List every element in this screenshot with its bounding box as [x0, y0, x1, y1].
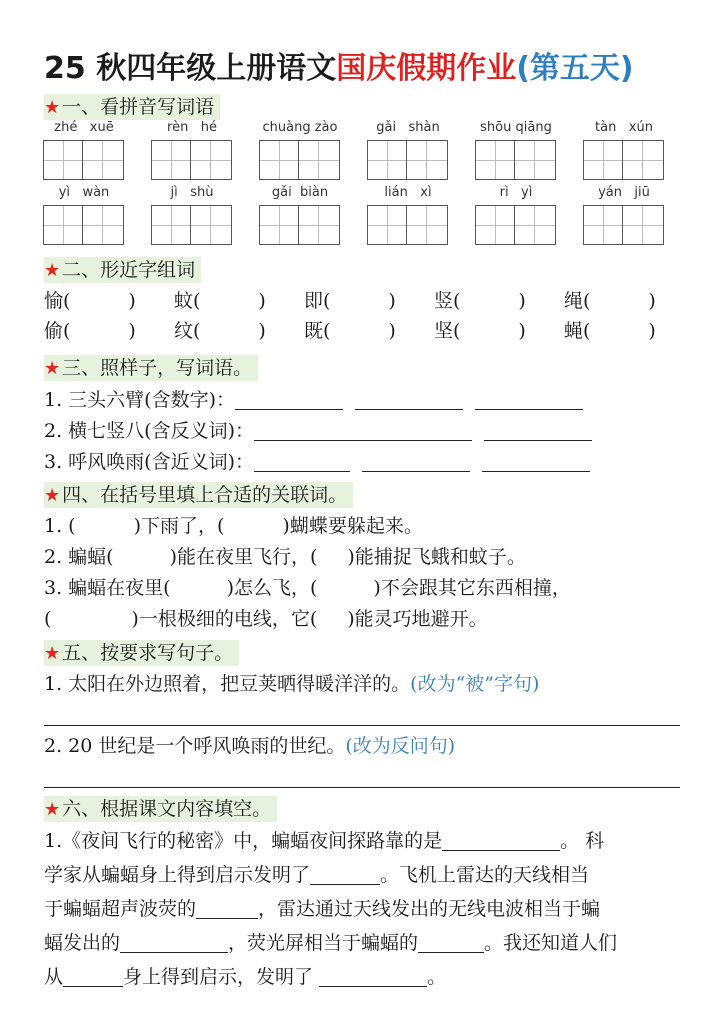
fill-paragraph: 1.《夜间飞行的秘密》中，蝙蝠夜间探路靠的是 。 科 学家从蝙蝠身上得到启示发明了 。飞机上雷达的天线相当 于蝙蝠超声波荧的 ，雷达通过天线发出的无线电波相当于蝙 蝠发出的 ，荧光屏相当于蝙蝠的 。我还知道人们 从 身上得到启示，发明了 。: [44, 830, 618, 988]
answer-line[interactable]: [44, 787, 680, 788]
answer-blank[interactable]: [319, 966, 427, 987]
connective-question-2: 2. 蝙蝠( )能在夜里飞行，( )能捕捉飞蛾和蚊子。: [44, 546, 526, 568]
word-group[interactable]: 纹( ): [174, 320, 266, 342]
pinyin-2-2: jì shù: [170, 185, 214, 200]
writing-box[interactable]: [43, 205, 125, 245]
writing-grid-row-1: [0, 140, 724, 182]
title-day: (第五天): [516, 51, 634, 86]
word-group[interactable]: 绳( ): [564, 290, 656, 312]
section-3-header: [44, 355, 258, 381]
writing-box[interactable]: [259, 205, 341, 245]
answer-blank[interactable]: [484, 420, 592, 441]
title-holiday: 国庆假期作业: [336, 51, 517, 86]
writing-box[interactable]: [367, 205, 449, 245]
sentence-question-1: 1. 太阳在外边照着，把豆荚晒得暖洋洋的。(改为“被”字句): [44, 673, 540, 695]
star-icon: ★: [44, 643, 61, 664]
section-3-title: 三、照样子，写词语。: [62, 357, 253, 379]
section-6-header: [44, 796, 277, 822]
answer-blank[interactable]: [120, 932, 228, 953]
writing-box[interactable]: [151, 140, 233, 180]
word-group[interactable]: 蝇( ): [564, 320, 656, 342]
answer-blank[interactable]: [362, 451, 470, 472]
star-icon: ★: [44, 799, 61, 820]
writing-grid-row-2: [0, 205, 724, 247]
section-1-title: 一、看拼音写词语: [62, 96, 215, 118]
answer-blank[interactable]: [475, 389, 583, 410]
section-4-header: [44, 482, 353, 508]
answer-line[interactable]: [44, 725, 680, 726]
title-grade: 25 秋四年级上册语文: [44, 51, 337, 86]
section-5-header: [44, 640, 239, 666]
section-2-header: [44, 257, 201, 283]
section-2-title: 二、形近字组词: [62, 259, 196, 281]
connective-question-3-cont: ( )一根极细的电线，它( )能灵巧地避开。: [44, 608, 488, 630]
pinyin-1-3: chuàng zào: [262, 120, 338, 135]
writing-box[interactable]: [475, 140, 557, 180]
sentence-instruction: (改为反问句): [345, 735, 456, 757]
section-4-title: 四、在括号里填上合适的关联词。: [62, 484, 348, 506]
pinyin-row-2: [0, 185, 724, 203]
answer-blank[interactable]: [310, 864, 380, 885]
answer-blank[interactable]: [235, 389, 343, 410]
answer-blank[interactable]: [63, 966, 123, 987]
word-question-3: 3. 呼风唤雨(含近义词)：: [44, 448, 590, 476]
word-group[interactable]: 即( ): [304, 290, 396, 312]
answer-blank[interactable]: [254, 420, 472, 441]
sentence-question-2: 2. 20 世纪是一个呼风唤雨的世纪。(改为反问句): [44, 735, 456, 757]
section-6-title: 六、根据课文内容填空。: [62, 798, 272, 820]
writing-box[interactable]: [151, 205, 233, 245]
section-5-title: 五、按要求写句子。: [62, 642, 234, 664]
connective-question-3: 3. 蝙蝠在夜里( )怎么飞，( )不会跟其它东西相撞，: [44, 577, 571, 599]
pinyin-2-1: yì wàn: [58, 185, 110, 200]
writing-box[interactable]: [367, 140, 449, 180]
pinyin-1-5: shōu qiāng: [480, 120, 552, 135]
star-icon: ★: [44, 260, 61, 281]
word-group[interactable]: 既( ): [304, 320, 396, 342]
pinyin-2-5: rì yì: [499, 185, 533, 200]
word-question-1: 1. 三头六臂(含数字)：: [44, 386, 583, 414]
pinyin-2-6: yán jiū: [598, 185, 650, 200]
pinyin-1-2: rèn hé: [167, 120, 217, 135]
answer-blank[interactable]: [254, 451, 350, 472]
star-icon: ★: [44, 97, 61, 118]
sentence-instruction: (改为“被”字句): [410, 673, 540, 695]
word-question-2: 2. 横七竖八(含反义词)：: [44, 417, 592, 445]
writing-box[interactable]: [475, 205, 557, 245]
answer-blank[interactable]: [442, 830, 560, 851]
answer-blank[interactable]: [355, 389, 463, 410]
writing-box[interactable]: [583, 140, 665, 180]
word-group[interactable]: 偷( ): [44, 320, 136, 342]
writing-box[interactable]: [583, 205, 665, 245]
pinyin-2-4: lián xì: [384, 185, 432, 200]
answer-blank[interactable]: [482, 451, 590, 472]
star-icon: ★: [44, 358, 61, 379]
word-group[interactable]: 竖( ): [434, 290, 526, 312]
pinyin-1-4: gǎi shàn: [376, 120, 440, 135]
connective-question-1: 1. ( )下雨了，( )蝴蝶要躲起来。: [44, 515, 423, 537]
star-icon: ★: [44, 485, 61, 506]
word-group[interactable]: 蚊( ): [174, 290, 266, 312]
pinyin-2-3: gǎi biàn: [271, 185, 329, 200]
page-title: [44, 46, 634, 92]
section-1-header: [44, 94, 220, 120]
word-group[interactable]: 坚( ): [434, 320, 526, 342]
pinyin-row-1: [0, 120, 724, 138]
pinyin-1-1: zhé xuē: [54, 120, 114, 135]
writing-box[interactable]: [43, 140, 125, 180]
word-group[interactable]: 愉( ): [44, 290, 136, 312]
writing-box[interactable]: [259, 140, 341, 180]
answer-blank[interactable]: [196, 898, 258, 919]
answer-blank[interactable]: [418, 932, 484, 953]
pinyin-1-6: tàn xún: [595, 120, 653, 135]
